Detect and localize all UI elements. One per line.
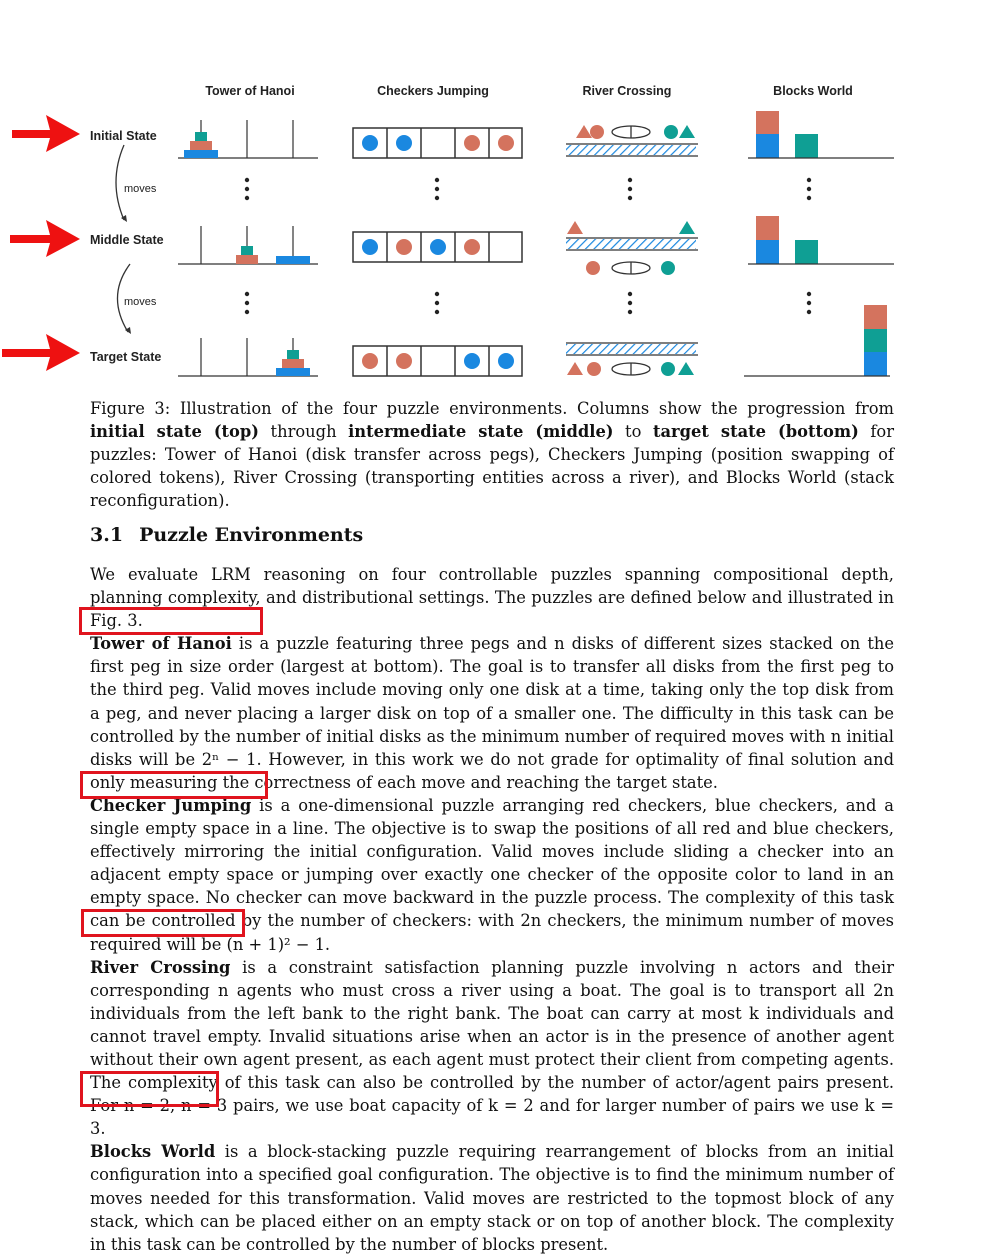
blocks-initial (748, 111, 894, 158)
moves-label-1: moves (124, 183, 157, 195)
river-term: River Crossing (90, 957, 231, 977)
hanoi-paragraph (90, 632, 894, 794)
blocks-text: is a block-stacking puzzle requiring rearrangement of blocks from an initial configuration into a specified goal configuration. The objective is to find the minimum number of moves needed for this transformation. Valid moves are restricted to the topmost block of any stack, which can be placed either on an empty stack or on top of another block. The complexity in this task can be controlled by the number of blocks present. (90, 1142, 894, 1254)
column-header-hanoi: Tower of Hanoi (205, 84, 295, 98)
curved-arrow-icon (116, 145, 130, 332)
moves-label-2: moves (124, 296, 157, 308)
caption-text-2: to (613, 422, 653, 441)
river-initial (566, 125, 698, 156)
checkers-target (353, 346, 522, 376)
caption-bold-middle: intermediate state (middle) (348, 422, 614, 441)
hanoi-term: Tower of Hanoi (90, 634, 232, 654)
checker-term: Checker Jumping (90, 795, 252, 815)
section-title: Puzzle Environments (139, 524, 364, 546)
checkers-initial (353, 128, 522, 158)
highlight-box-river (81, 909, 245, 937)
row-label-initial: Initial State (90, 129, 157, 143)
caption-text-3: for puzzles: Tower of Hanoi (disk transfer across pegs), Checkers Jumping (position swapping of colored tokens), River Crossing (transporting entities across a river), and Blocks World (stack reconfiguration). (90, 422, 894, 510)
highlight-box-hanoi (79, 607, 263, 635)
river-target (566, 343, 698, 376)
blocks-target (744, 305, 890, 376)
blocks-paragraph (90, 1140, 894, 1255)
river-paragraph (90, 956, 894, 1141)
caption-prefix: Figure 3: Illustration of the four puzzle environments. Columns show the progression from (90, 399, 894, 418)
highlight-box-blocks (80, 1071, 219, 1107)
column-header-blocks: Blocks World (773, 84, 853, 98)
figure-caption (90, 397, 894, 512)
row-label-target: Target State (90, 350, 162, 364)
row-label-middle: Middle State (90, 233, 164, 247)
section-heading (90, 524, 363, 546)
intro-paragraph: We evaluate LRM reasoning on four controllable puzzles spanning compositional depth, planning complexity, and distributional settings. The puzzles are defined below and illustrated in Fig. 3. (90, 565, 894, 631)
caption-bold-target: target state (bottom) (652, 422, 859, 441)
hanoi-text: is a puzzle featuring three pegs and n disks of different sizes stacked on the first peg in size order (largest at bottom). The goal is to transfer all disks from the first peg to the third peg. Valid moves include moving only one disk at a time, taking only the top disk from a peg, and never placing a larger disk on top of a smaller one. The difficulty in this task can be controlled by the number of initial disks as the minimum number of required moves with n initial disks will be 2ⁿ − 1. However, in this work we do not grade for optimality of final solution and only measuring the correctness of each move and reaching the target state. (90, 634, 894, 792)
highlight-box-checker (80, 771, 268, 799)
checkers-middle (353, 232, 522, 262)
blocks-term: Blocks World (90, 1142, 216, 1162)
column-header-river: River Crossing (582, 84, 672, 98)
figure-drawing (0, 70, 999, 390)
river-middle (566, 221, 698, 275)
caption-bold-initial: initial state (top) (90, 422, 260, 441)
river-text: is a constraint satisfaction planning puzzle involving n actors and their corresponding n agents who must cross a river using a boat. The goal is to transport all 2n individuals from the left bank to the right bank. The boat can carry at most k individuals and cannot travel empty. Invalid situations arise when an actor is in the presence of another agent without their own agent present, as each agent must protect their client from competing agents. The complexity of this task can also be controlled by the number of actor/agent pairs present. For n = 2, n = 3 pairs, we use boat capacity of k = 2 and for larger number of pairs we use k = 3. (90, 957, 894, 1139)
ellipsis-dots (245, 178, 811, 314)
caption-text-1: through (259, 422, 349, 441)
checker-text: is a one-dimensional puzzle arranging red checkers, blue checkers, and a single empty space in a line. The objective is to swap the positions of all red and blue checkers, effectively mirroring the initial configuration. Valid moves include sliding a checker into an adjacent empty space or jumping over exactly one checker of the opposite color to land in an empty space. No checker can move backward in the puzzle process. The complexity of this task can be controlled by the number of checkers: with 2n checkers, the minimum number of moves required will be (n + 1)² − 1. (90, 795, 894, 954)
column-header-checkers: Checkers Jumping (377, 84, 489, 98)
blocks-middle (748, 216, 894, 264)
puzzle-figure (0, 70, 999, 390)
section-number: 3.1 (90, 524, 124, 546)
arrow-icon (2, 115, 80, 371)
